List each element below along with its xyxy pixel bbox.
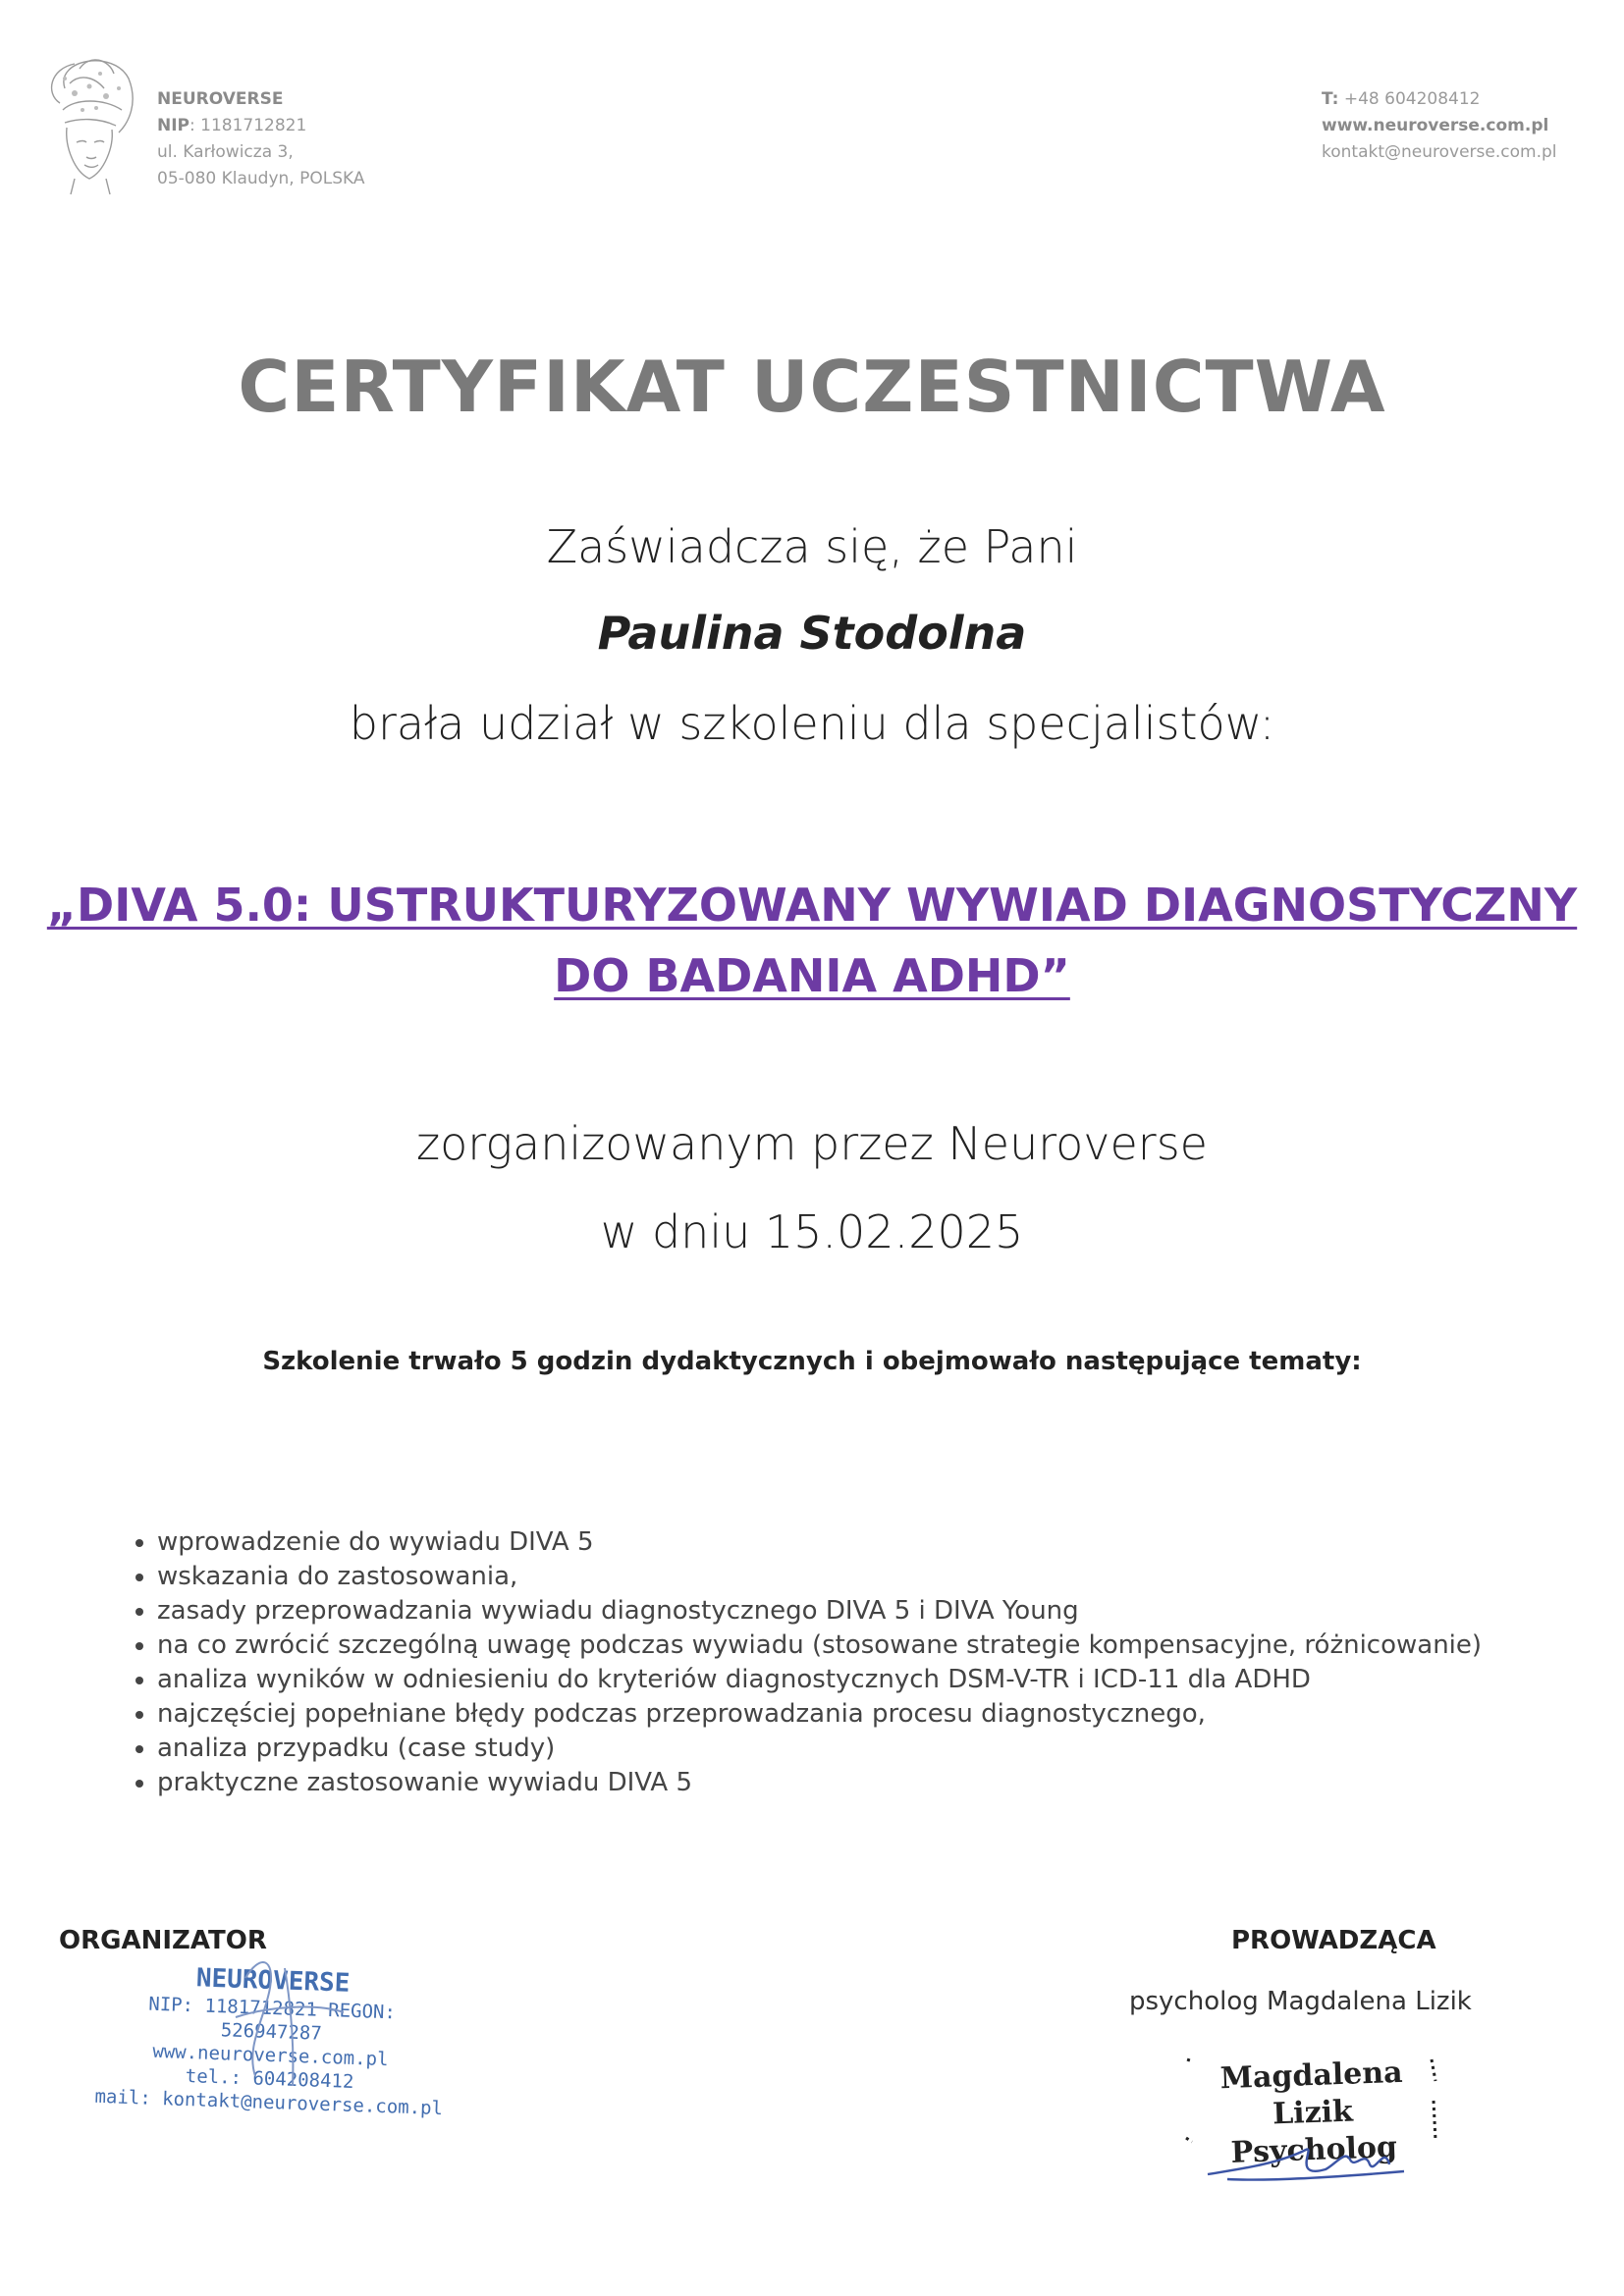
phone-label: T: bbox=[1322, 89, 1339, 109]
stamp-ids: NIP: 1181712821 REGON: 526947287 bbox=[147, 1993, 397, 2045]
organizer-signature bbox=[177, 1949, 393, 2106]
lead-stamp-role: Psycholog bbox=[1230, 2130, 1398, 2170]
phone bbox=[1322, 86, 1557, 113]
topic-item: • wskazania do zastosowania, bbox=[157, 1560, 1482, 1594]
lead-label: PROWADZĄCA bbox=[1231, 1926, 1436, 1955]
topic-item: • zasady przeprowadzania wywiadu diagnostycznego DIVA 5 i DIVA Young bbox=[157, 1594, 1482, 1629]
topic-item: • najczęściej popełniane błędy podczas przeprowadzania procesu diagnostycznego, bbox=[157, 1697, 1482, 1732]
stamp-web: www.neuroverse.com.pl bbox=[152, 2040, 389, 2071]
organizer-label: ORGANIZATOR bbox=[59, 1926, 267, 1955]
company-nip bbox=[157, 113, 365, 139]
address-line1: ul. Karłowicza 3, bbox=[157, 142, 294, 162]
lead-stamp-name: Magdalena Lizik bbox=[1219, 2055, 1404, 2132]
participant-name: Paulina Stodolna bbox=[597, 607, 1027, 660]
address-line2: 05-080 Klaudyn, POLSKA bbox=[157, 169, 365, 188]
intro-text: Zaświadcza się, że Pani bbox=[546, 520, 1078, 573]
stamp-tel: tel.: 604208412 bbox=[185, 2064, 354, 2093]
topic-item: • analiza wyników w odniesieniu do kryteriów diagnostycznych DSM-V-TR i ICD-11 dla ADHD bbox=[157, 1663, 1482, 1697]
topic-item: • na co zwrócić szczególną uwagę podczas wywiadu (stosowane strategie kompensacyjne, różnicowanie) bbox=[157, 1629, 1482, 1663]
lead-signature bbox=[1198, 2120, 1434, 2189]
topic-item: • praktyczne zastosowanie wywiadu DIVA 5 bbox=[157, 1766, 1482, 1800]
company-name: NEUROVERSE bbox=[157, 89, 284, 109]
neuroverse-logo bbox=[35, 49, 143, 196]
topic-item: • wprowadzenie do wywiadu DIVA 5 bbox=[157, 1525, 1482, 1560]
date-text: w dniu 15.02.2025 bbox=[600, 1205, 1024, 1258]
certificate-title: CERTYFIKAT UCZESTNICTWA bbox=[238, 346, 1386, 428]
contact-info bbox=[1322, 86, 1557, 166]
topics-list bbox=[108, 1525, 1482, 1800]
website-link[interactable]: www.neuroverse.com.pl bbox=[1322, 116, 1549, 135]
training-summary: Szkolenie trwało 5 godzin dydaktycznych i obejmowało następujące tematy: bbox=[262, 1347, 1362, 1376]
lead-name: psycholog Magdalena Lizik bbox=[1129, 1987, 1472, 2016]
stamp-company-name: NEUROVERSE bbox=[195, 1963, 351, 1999]
course-title-line1: „DIVA 5.0: USTRUKTURYZOWANY WYWIAD DIAGNOSTYCZNY bbox=[46, 879, 1578, 932]
stamp-mail: mail: kontakt@neuroverse.com.pl bbox=[94, 2085, 444, 2120]
participation-text: brała udział w szkoleniu dla specjalistów: bbox=[349, 697, 1275, 750]
nip-label: NIP bbox=[157, 116, 190, 135]
company-info bbox=[157, 86, 365, 192]
nip-value: : 1181712821 bbox=[189, 116, 307, 135]
organized-by-text: zorganizowanym przez Neuroverse bbox=[416, 1117, 1208, 1170]
topic-item: • analiza przypadku (case study) bbox=[157, 1732, 1482, 1766]
phone-value: +48 604208412 bbox=[1338, 89, 1481, 109]
course-title-line2: DO BADANIA ADHD” bbox=[554, 949, 1070, 1002]
email-link[interactable]: kontakt@neuroverse.com.pl bbox=[1322, 142, 1557, 162]
course-title bbox=[0, 870, 1624, 1011]
